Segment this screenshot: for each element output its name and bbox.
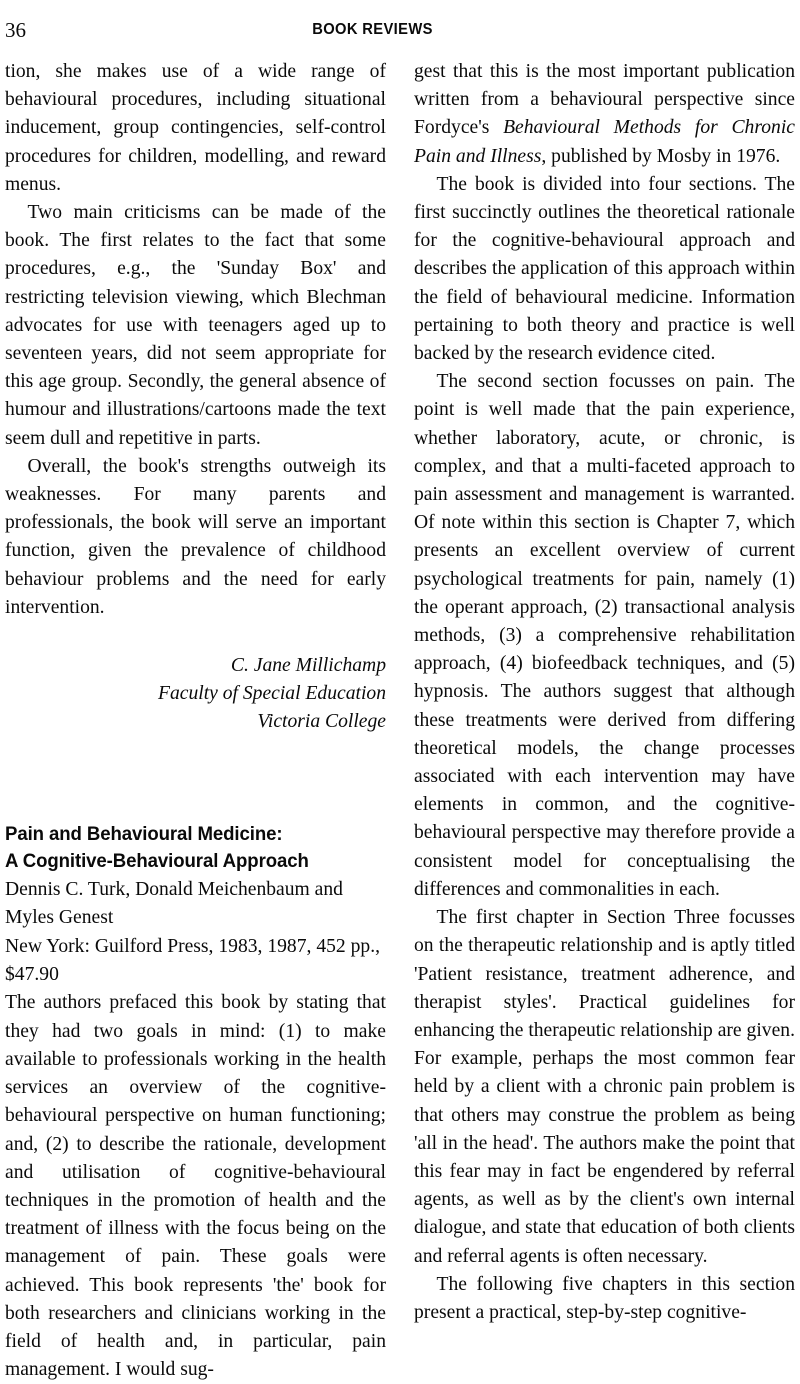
text-run: , published by Mosby in 1976.	[541, 145, 781, 167]
page-number: 36	[5, 18, 26, 42]
left-column	[5, 58, 386, 1381]
text-run: The following five chapters in this section present a practical, step-by-step cognitive-	[414, 1273, 795, 1323]
paragraph-continuation: tion, she makes use of a wide range of behavioural procedures, including situational inducement, group contingencies, self-control procedures for children, modelling, and reward menus.	[5, 61, 386, 195]
book-entry-heading	[5, 821, 386, 990]
text-run: The second section focusses on pain. The point is well made that the pain experience, whether laboratory, acute, or chronic, is complex, and that a multi-faceted approach to pain assessment and management is warranted. Of note within this section is Chapter 7, which presents an excellent overview of current psychological treatments for pain, namely (1) the operant approach, (2) transactional analysis methods, (3) a comprehensive rehabilitation approach, (4) biofeedback techniques, and (5) hypnosis. The authors suggest that although these treatments were derived from differing theoretical models, the change processes associated with each intervention may have elements in common, and the cognitive-behavioural perspective may therefore provide a consistent model for conceptualising the differences and commonalities in each.	[414, 371, 795, 900]
reviewer-institution: Victoria College	[257, 711, 386, 733]
reviewer-affiliation: Faculty of Special Education	[158, 683, 386, 705]
paragraph-overall: Overall, the book's strengths outweigh its weaknesses. For many parents and professionals, the book will serve an important function, given the prevalence of childhood behaviour problems and the need for early intervention.	[5, 455, 386, 618]
review-signature	[5, 652, 386, 737]
book-title-line-2: A Cognitive-Behavioural Approach	[5, 849, 309, 872]
paragraph-criticisms: Two main criticisms can be made of the book. The first relates to the fact that some procedures, e.g., the 'Sunday Box' and restricting television viewing, which Blechman advocates for use with teenagers aged up to seventeen years, did not seem appropriate for this age group. Secondly, the general absence of humour and illustrations/cartoons made the text seem dull and repetitive in parts.	[5, 202, 386, 449]
text-run: The book is divided into four sections. The first succinctly outlines the theoretical rationale for the cognitive-behavioural approach and describes the application of this approach within the field of behavioural medicine. Information pertaining to both theory and practice is well backed by the research evidence cited.	[414, 173, 795, 365]
paragraph-following-chapters	[414, 1271, 795, 1327]
two-column-text-body	[5, 58, 795, 1381]
paragraph-continuation-suggest	[414, 58, 795, 171]
paragraph-review-opening: The authors prefaced this book by stating that they had two goals in mind: (1) to make available to professionals working in the health services an overview of the cognitive-behavioural perspective on human functioning; and, (2) to describe the rationale, development and utilisation of cognitive-behavioural techniques in the promotion of health and the treatment of illness with the focus being on the management of pain. These goals were achieved. This book represents 'the' book for both researchers and clinicians working in the field of health and, in particular, pain management. I would sug-	[5, 992, 386, 1381]
running-head	[5, 18, 795, 42]
book-authors: Dennis C. Turk, Donald Meichenbaum and Myles Genest	[5, 878, 343, 928]
right-column	[414, 58, 795, 1323]
paragraph-second-section	[414, 368, 795, 904]
book-publication-details: New York: Guilford Press, 1983, 1987, 452 pp., $47.90	[5, 936, 381, 986]
book-title-line-1: Pain and Behavioural Medicine:	[5, 822, 283, 845]
paragraph-four-sections	[414, 171, 795, 368]
paragraph-section-three	[414, 904, 795, 1271]
text-run: The first chapter in Section Three focusses on the therapeutic relationship and is aptly titled 'Patient resistance, treatment adherence, and therapist styles'. Practical guidelines for enhancing the therapeutic relationship are given. For example, perhaps the most common fear held by a client with a chronic pain problem is that others may construe the problem as being 'all in the head'. The authors make the point that this fear may in fact be engendered by referral agents, as well as by the client's own internal dialogue, and state that education of both clients and referral agents is often necessary.	[414, 907, 795, 1267]
reviewer-name: C. Jane Millichamp	[230, 655, 386, 677]
italic-book-title: Behavioural Methods for Chronic Pain and Illness	[414, 117, 795, 167]
running-head-title: BOOK REVIEWS	[312, 21, 433, 38]
text-run: gest that this is the most important publication written from a behavioural perspective since Fordyce's	[414, 61, 795, 139]
